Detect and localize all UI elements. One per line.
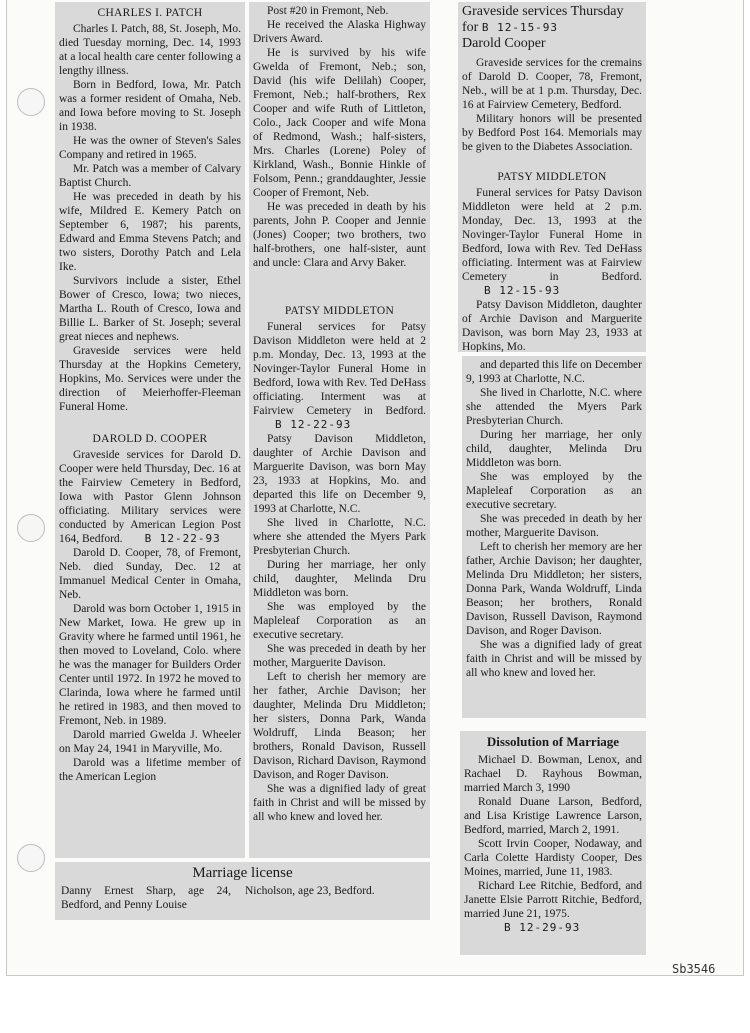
- marriage-license-text-left: Danny Ernest Sharp, age 24, Bedford, and Penny Louise: [61, 885, 231, 911]
- obituary-paragraph: During her marriage, her only child, daughter, Melinda Dru Middleton was born.: [466, 429, 642, 469]
- obituary-paragraph: She lived in Charlotte, N.C. where she attended the Myers Park Presbyterian Church.: [253, 517, 426, 557]
- obituary-paragraph: Born in Bedford, Iowa, Mr. Patch was a former resident of Omaha, Neb. and Iowa before moving to St. Joseph in 1938.: [59, 79, 241, 133]
- obituary-paragraph: Graveside services were held Thursday at the Hopkins Cemetery, Hopkins, Mo. Services were under the direction of Meierhoffer-Fleeman Funeral Home.: [59, 345, 241, 413]
- obituary-paragraph: Funeral services for Patsy Davison Middleton were held at 2 p.m. Monday, Dec. 13, 1993 at the Novinger-Taylor Funeral Home in Bedford, Iowa with Rev. Ted DeHass officiating. Interment was at Fairview Cemetery in Bedford.B 12-15-93: [462, 187, 642, 297]
- obituary-body: [462, 56, 642, 154]
- clipping-dissolution: [460, 731, 646, 955]
- obituary-paragraph: Scott Irvin Cooper, Nodaway, and Carla Colette Hardisty Cooper, Des Moines, married, June 11, 1983.: [464, 838, 642, 878]
- obituary-paragraph: Darold was a lifetime member of the American Legion: [59, 757, 241, 783]
- obituary-body: [59, 22, 241, 414]
- obituary-paragraph: and departed this life on December 9, 1993 at Charlotte, N.C.: [466, 359, 642, 385]
- obituary-header: CHARLES I. PATCH: [97, 7, 203, 19]
- marriage-license-text-right: Nicholson, age 23, Bedford.: [245, 885, 375, 897]
- clipping-marriage-license: [55, 862, 430, 920]
- obituary-paragraph: He was preceded in death by his wife, Mildred E. Kemery Patch on September 6, 1987; his parents, Edward and Emma Stevens Patch; and two sisters, Dorothy Patch and Lela Ike.: [59, 191, 241, 273]
- obituary-paragraph: Charles I. Patch, 88, St. Joseph, Mo. died Tuesday morning, Dec. 14, 1993 at a local health care center following a lengthy illness.: [59, 23, 241, 77]
- punch-hole: [17, 88, 45, 116]
- obituary-paragraph: Ronald Duane Larson, Bedford, and Lisa Kristige Lawrence Larson, Bedford, married, March 2, 1991.: [464, 796, 642, 836]
- obituary-paragraph: Darold D. Cooper, 78, of Fremont, Neb. died Sunday, Dec. 12 at Immanuel Medical Center in Omaha, Neb.: [59, 547, 241, 601]
- obituary-body: [59, 546, 241, 784]
- handwritten-page-note: Sb3546: [672, 962, 716, 976]
- obituary-body: [253, 4, 426, 270]
- obituary-body: [466, 358, 642, 680]
- obituary-paragraph: Graveside services for Darold D. Cooper were held Thursday, Dec. 16 at the Fairview Cemetery in Bedford, Iowa with Pastor Glenn Johnson officiating. Military services were conducted by American Legion Post 164, Bedford. B 12-22-93: [59, 449, 241, 545]
- obituary-header: PATSY MIDDLETON: [497, 171, 607, 183]
- obituary-paragraph: Richard Lee Ritchie, Bedford, and Janette Elsie Parrott Ritchie, Bedford, married June 21, 1975.: [464, 880, 642, 920]
- obituary-paragraph: She was preceded in death by her mother, Marguerite Davison.: [253, 643, 426, 669]
- obituary-paragraph: She was employed by the Mapleleaf Corporation as an executive secretary.: [466, 471, 642, 511]
- obituary-paragraph: He is survived by his wife Gwelda of Fremont, Neb.; son, David (his wife Delilah) Cooper, Fremont, Neb.; half-brothers, Rex Cooper and wife Ruth of Littleton, Colo., Jack Cooper and wife Mona of Redmond, Wash.; half-sisters, Mrs. Charles (Lorene) Poley of Kirkland, Wash., Bonnie Hinkle of Folsom, Penn.; granddaughter, Jessie Cooper of Fremont, Neb.: [253, 47, 426, 199]
- obituary-body: [253, 432, 426, 824]
- punch-hole: [17, 844, 45, 872]
- obituary-paragraph: Left to cherish her memory are her father, Archie Davison; her daughter, Melinda Dru Middleton; her sisters, Donna Park, Wanda Woldruff, Linda Beason; her brothers, Ronald Davison, Russell Davison, Raymond Davison, and Roger Davison.: [466, 541, 642, 637]
- handwritten-date: B 12-15-93: [481, 21, 559, 34]
- clipping-cooper-middleton: [249, 2, 430, 858]
- handwritten-date: B 12-22-93: [144, 532, 221, 545]
- clipping-middleton-continued: [462, 356, 646, 718]
- obituary-paragraph: Michael D. Bowman, Lenox, and Rachael D. Rayhous Bowman, married March 3, 1990: [464, 754, 642, 794]
- obituary-paragraph: During her marriage, her only child, daughter, Melinda Dru Middleton was born.: [253, 559, 426, 599]
- punch-hole: [17, 514, 45, 542]
- obituary-paragraph: Graveside services for the cremains of Darold D. Cooper, 78, Fremont, Neb., will be at 1 p.m. Thursday, Dec. 16 at Fairview Cemetery, Bedford.: [462, 57, 642, 111]
- obituary-paragraph: Survivors include a sister, Ethel Bower of Cresco, Iowa; two nieces, Martha L. Routh of Cresco, Iowa and Billie L. Barker of St. Joseph; several great nieces and nephews.: [59, 275, 241, 343]
- obituary-paragraph: She was employed by the Mapleleaf Corporation as an executive secretary.: [253, 601, 426, 641]
- obituary-paragraph: Patsy Davison Middleton, daughter of Archie Davison and Marguerite Davison, was born May 23, 1933 at Hopkins, Mo.: [462, 299, 642, 352]
- obituary-paragraph: Funeral services for Patsy Davison Middleton were held at 2 p.m. Monday, Dec. 13, 1993 at the Novinger-Taylor Funeral Home in Bedford, Iowa with Rev. Ted DeHass officiating. Interment was at Fairview Cemetery in Bedford.B 12-22-93: [253, 321, 426, 431]
- clipping-patch-cooper: [55, 2, 245, 858]
- graveside-headline: Graveside services Thursday for B 12-15-93 Darold Cooper: [462, 4, 624, 51]
- obituary-paragraph: He received the Alaska Highway Drivers Award.: [253, 19, 426, 45]
- obituary-paragraph: Darold was born October 1, 1915 in New Market, Iowa. He grew up in Gravity where he farmed until 1961, he then moved to Loveland, Colo. where he was the manager for Builders Order Center until 1972. In 1972 he moved to Clarinda, Iowa where he farmed until he retired in 1983, and then moved to Fremont, Neb. in 1989.: [59, 603, 241, 727]
- obituary-paragraph: Darold married Gwelda J. Wheeler on May 24, 1941 in Maryville, Mo.: [59, 729, 241, 755]
- clipping-graveside-middleton: [458, 2, 646, 352]
- obituary-paragraph: Left to cherish her memory are her father, Archie Davison; her daughter, Melinda Dru Middleton; her sisters, Donna Park, Wanda Woldruff, Linda Beason; her brothers, Ronald Davison, Russell Davison, Richard Davison, Raymond Davison, and Roger Davison.: [253, 671, 426, 781]
- handwritten-date: B 12-29-93: [504, 921, 581, 934]
- dissolution-title: Dissolution of Marriage: [486, 734, 620, 749]
- obituary-header: PATSY MIDDLETON: [284, 305, 395, 317]
- obituary-paragraph: She was preceded in death by her mother, Marguerite Davison.: [466, 513, 642, 539]
- obituary-paragraph: He was the owner of Steven's Sales Company and retired in 1965.: [59, 135, 241, 161]
- obituary-paragraph: She was a dignified lady of great faith in Christ and will be missed by all who knew and loved her.: [253, 783, 426, 823]
- obituary-paragraph: Post #20 in Fremont, Neb.: [267, 5, 389, 17]
- obituary-paragraph: She was a dignified lady of great faith in Christ and will be missed by all who knew and loved her.: [466, 639, 642, 679]
- obituary-paragraph: He was preceded in death by his parents, John P. Cooper and Jennie (Jones) Cooper; two brothers, two half-brothers, one half-sister, aunt and uncle: Clara and Arvy Baker.: [253, 201, 426, 269]
- obituary-body: [464, 753, 642, 921]
- obituary-paragraph: Patsy Davison Middleton, daughter of Archie Davison and Marguerite Davison, was born May 23, 1933 at Hopkins, Mo. and departed this life on December 9, 1993 at Charlotte, N.C.: [253, 433, 426, 515]
- obituary-paragraph: Military honors will be presented by Bedford Post 164. Memorials may be given to the Diabetes Association.: [462, 113, 642, 153]
- handwritten-date: B 12-22-93: [275, 418, 352, 431]
- handwritten-date: B 12-15-93: [484, 284, 561, 297]
- marriage-license-title: Marriage license: [192, 865, 293, 881]
- obituary-paragraph: She lived in Charlotte, N.C. where she attended the Myers Park Presbyterian Church.: [466, 387, 642, 427]
- obituary-header: DAROLD D. COOPER: [92, 433, 208, 445]
- obituary-paragraph: Mr. Patch was a member of Calvary Baptist Church.: [59, 163, 241, 189]
